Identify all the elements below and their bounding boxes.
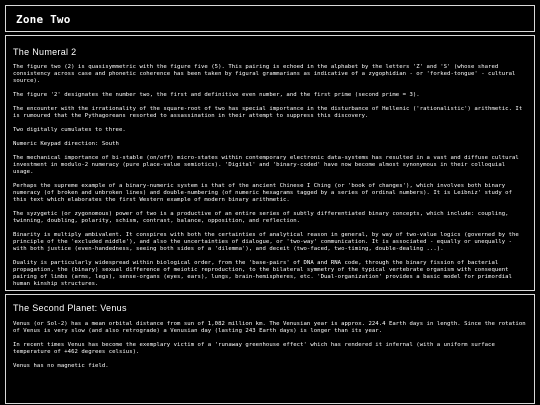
paragraph: In recent times Venus has become the exemplary victim of a 'runaway greenhouse effect' which has rendered it infernal (with a uniform surface temperature of +462 degrees celsius). bbox=[13, 342, 495, 355]
paragraph: Binarity is multiply ambivalent. It conspires with both the certainties of analytical reason in general, by way of two-value logics (governed by the principle of the 'excluded middle'), and also the uncertainties of dialogue, or 'two-way' communication. It is associated - equally or unequally - with both justice (even-handedness, seeing both sides of a 'dilemma'), and deceit (two-faced, two-timing, double-dealing ...). bbox=[13, 232, 519, 252]
zone-title: Zone Two bbox=[5, 5, 535, 32]
section-heading: The Numeral 2 bbox=[13, 47, 77, 57]
paragraph: Perhaps the supreme example of a binary-numeric system is that of the ancient Chinese I Ching (or 'book of changes'), which involves both binary numeracy (of broken and unbroken lines) and double-numbering (of numeric hexagrams tagged by a series of ordinal numbers). It is Leibniz' study of this text which elaborates the first Western example of modern binary arithmetic. bbox=[13, 183, 512, 203]
paragraph: The mechanical importance of bi-stable (on/off) micro-states within contemporary electronic data-systems has resulted in a vast and diffuse cultural investment in modulo-2 numeracy (pure place-value semiotics). 'Digital' and 'binary-coded' have now become almost synonymous in their colloquial usage. bbox=[13, 155, 519, 175]
section-heading: The Second Planet: Venus bbox=[13, 303, 127, 313]
section-venus bbox=[5, 294, 535, 404]
section-numeral-2 bbox=[5, 35, 535, 291]
paragraph: Two digitally cumulates to three. bbox=[13, 127, 126, 133]
paragraph: Venus has no magnetic field. bbox=[13, 363, 109, 369]
paragraph: Venus (or Sol-2) has a mean orbital distance from sun of 1,082 million km. The Venusian year is approx. 224.4 Earth days in length. Since the rotation of Venus is very slow (and also retrograde) a Venusian day (lasting 243 Earth days) is longer than its year. bbox=[13, 321, 526, 334]
paragraph: The encounter with the irrationality of the square-root of two has special importance in the disturbance of Hellenic ('rationalistic') arithmetic. It is rumoured that the Pythagoreans resorted to assassination in their attempt to suppress this discovery. bbox=[13, 106, 523, 119]
paragraph: The figure '2' designates the number two, the first and definitive even number, and the first prime (second prime = 3). bbox=[13, 92, 420, 98]
paragraph: Duality is particularly widespread within biological order, from the 'base-pairs' of DNA and RNA code, through the binary fission of bacterial propagation, the (binary) sexual difference of meiotic reproduction, to the bilateral symmetry of the typical vertebrate organism with consequent pairing of limbs (arms, legs), sense-organs (eyes, ears), lungs, brain-hemispheres, etc. 'Dual-organization' provides a basic model for primordial human kinship structures. bbox=[13, 260, 512, 287]
paragraph: Numeric Keypad direction: South bbox=[13, 141, 119, 147]
paragraph: The syzygetic (or zygonomous) power of two is a productive of an entire series of subtly differentiated binary concepts, which include: coupling, twinning, doubling, polarity, schism, contrast, balance, opposition, and reflection. bbox=[13, 211, 509, 224]
paragraph: The figure two (2) is quasisymmetric with the figure five (5). This pairing is echoed in the alphabet by the letters 'Z' and 'S' (whose shared consistency across case and phonetic coherence has been taken by figural grammarians as indicative of a zygophidian - or 'forked-tongue' - cultural source). bbox=[13, 64, 516, 84]
